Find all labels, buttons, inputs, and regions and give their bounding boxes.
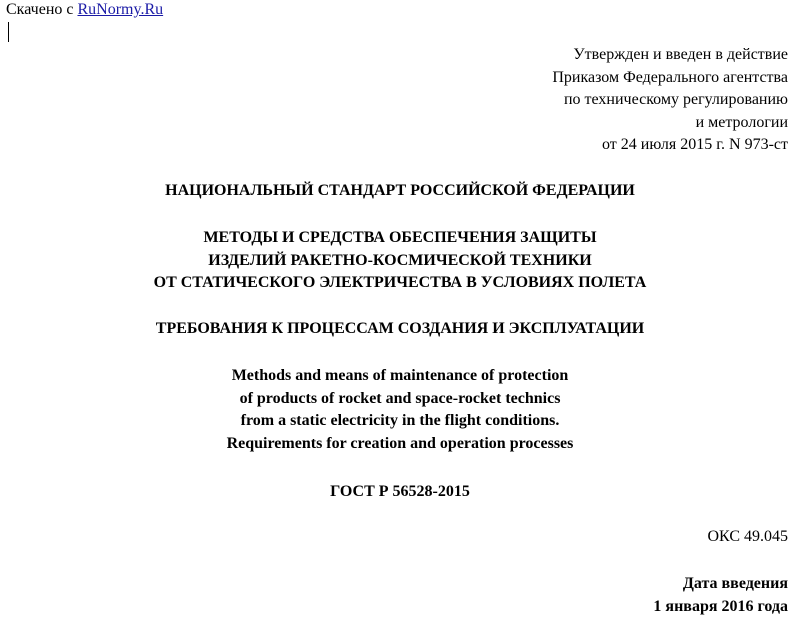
- introduction-date-value: 1 января 2016 года: [653, 598, 788, 615]
- approval-line: от 24 июля 2015 г. N 973-ст: [602, 136, 788, 153]
- subtitle-ru: [0, 318, 790, 340]
- title-en: [0, 365, 790, 455]
- approval-line: Приказом Федерального агентства: [552, 68, 788, 86]
- text-cursor: [8, 22, 9, 42]
- title-en-line: of products of rocket and space-rocket technics: [239, 389, 561, 407]
- title-ru-line: ИЗДЕЛИЙ РАКЕТНО-КОСМИЧЕСКОЙ ТЕХНИКИ: [208, 251, 592, 269]
- source-line: [6, 0, 163, 20]
- title-ru: [0, 227, 790, 295]
- title-en-line: Requirements for creation and operation processes: [226, 434, 574, 452]
- subtitle-ru-text: ТРЕБОВАНИЯ К ПРОЦЕССАМ СОЗДАНИЯ И ЭКСПЛУАТАЦИИ: [155, 320, 645, 337]
- title-ru-line: ОТ СТАТИЧЕСКОГО ЭЛЕКТРИЧЕСТВА В УСЛОВИЯХ ПОЛЕТА: [153, 274, 647, 291]
- runormy-link[interactable]: RuNormy.Ru: [77, 1, 164, 18]
- gost-number: [0, 481, 790, 503]
- approval-line: по техническому регулированию: [563, 91, 788, 108]
- oks-code: ОКС 49.045: [707, 528, 788, 545]
- gost-number-text: ГОСТ Р 56528-2015: [330, 483, 470, 500]
- national-standard-text: НАЦИОНАЛЬНЫЙ СТАНДАРТ РОССИЙСКОЙ ФЕДЕРАЦИИ: [165, 182, 635, 199]
- title-ru-line: МЕТОДЫ И СРЕДСТВА ОБЕСПЕЧЕНИЯ ЗАЩИТЫ: [203, 229, 597, 246]
- approval-line: Утвержден и введен в действие: [573, 46, 788, 63]
- approval-block: [552, 44, 788, 157]
- title-en-line: Methods and means of maintenance of protection: [231, 367, 569, 384]
- approval-line: и метрологии: [695, 113, 788, 131]
- title-en-line: from a static electricity in the flight conditions.: [240, 412, 560, 429]
- introduction-date-block: [653, 572, 788, 618]
- introduction-date-label: Дата введения: [682, 575, 788, 592]
- source-prefix: Скачено с: [6, 1, 78, 18]
- national-standard-heading: [0, 180, 790, 202]
